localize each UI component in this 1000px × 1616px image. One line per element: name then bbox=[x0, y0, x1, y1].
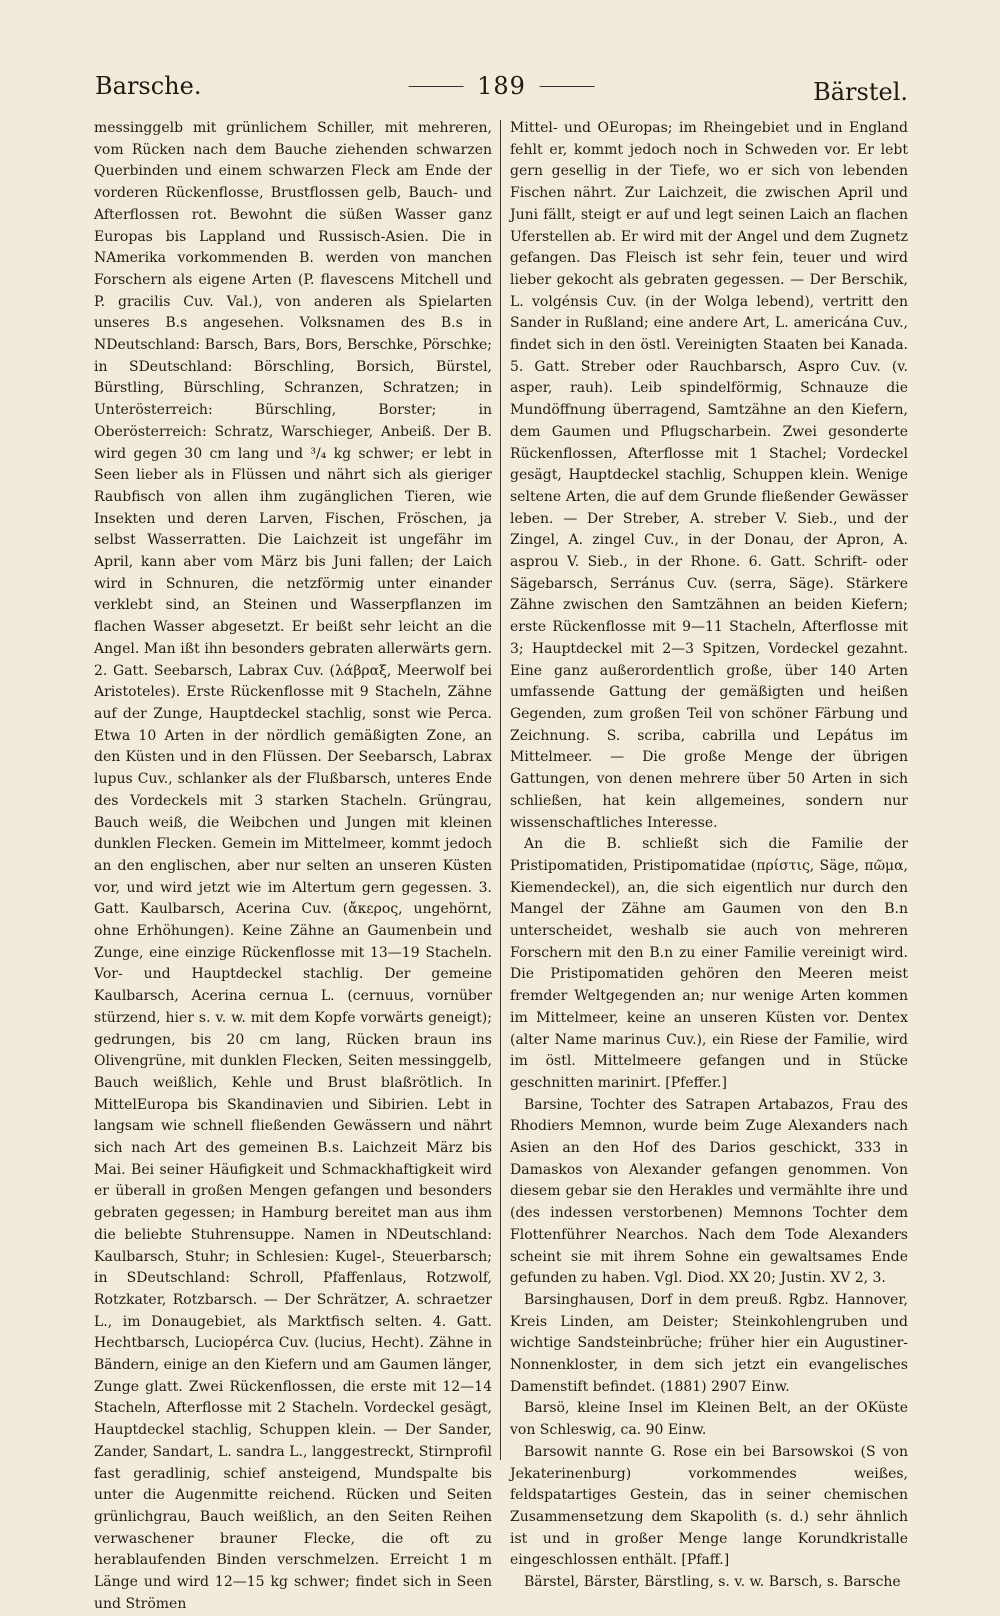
right-column bbox=[510, 118, 908, 1594]
entry-barsine: Barsine, Tochter des Satrapen Artabazos, Frau des Rhodiers Memnon, wurde beim Zuge Alexanders nach Asien an den Hof des Darios geschickt, 333 in Damaskos von Alexander gefangen genommen. Von diesem gebar sie den Herakles und vermählte ihre und (des indessen verstorbenen) Memnons Tochter dem Flottenführer Nearchos. Nach dem Tode Alexanders scheint sie mit ihrem Sohne ein gewaltsames Ende gefunden zu haben. Vgl. Diod. XX 20; Justin. XV 2, 3. bbox=[510, 1096, 908, 1287]
header-left-word: Barsche. bbox=[95, 72, 202, 100]
page-header bbox=[95, 68, 908, 112]
column-divider bbox=[500, 120, 501, 1460]
header-right-word: Bärstel. bbox=[813, 78, 908, 106]
entry-barsowit: Barsowit nannte G. Rose ein bei Barsowskoi (S von Jekaterinenburg) vorkommendes weißes, feldspatartiges Gestein, das in seiner chemischen Zusammensetzung dem Skapolith (s. d.) sehr ähnlich ist und in großer Menge lange Korundkristalle eingeschlossen enthält. [Pfaff.] bbox=[510, 1443, 908, 1569]
paragraph: An die B. schließt sich die Familie der Pristipomatiden, Pristipomatidae (πρίστις, Säge, πῶμα, Kiemendeckel), an, die sich eigentlich nur durch den Mangel der Zähne am Gaumen von den B.n unterscheidet, weshalb sie auch von mehreren Forschern mit den B.n zu einer Familie vereinigt wird. Die Pristipomatiden gehören den Meeren meist fremder Weltgegenden an; nur wenige Arten kommen im Mittelmeer, keine an unseren Küsten vor. Dentex (alter Name marinus Cuv.), ein Riese der Familie, wird im östl. Mittelmeere gefangen und in Stücke geschnitten marinirt. [Pfeffer.] bbox=[510, 836, 908, 1091]
page-number: 189 bbox=[477, 72, 526, 100]
entry-barsoe: Barsö, kleine Insel im Kleinen Belt, an der OKüste von Schleswig, ca. 90 Einw. bbox=[510, 1400, 908, 1439]
left-column bbox=[94, 118, 492, 1616]
entry-barsinghausen: Barsinghausen, Dorf in dem preuß. Rgbz. Hannover, Kreis Linden, am Deister; Steinkohlengruben und wichtige Sandsteinbrüche; früher hier ein Augustiner-Nonnenkloster, in dem sich jetzt ein evangelisches Damenstift befindet. (1881) 2907 Einw. bbox=[510, 1291, 908, 1395]
paragraph: messinggelb mit grünlichem Schiller, mit mehreren, vom Rücken nach dem Bauche ziehenden schwarzen Querbinden und einem schwarzen Fleck am Ende der vorderen Rückenflosse, Brustflossen gelb, Bauch- und Afterflossen rot. Bewohnt die süßen Wasser ganz Europas bis Lappland und Russisch-Asien. Die in NAmerika vorkommenden B. werden von manchen Forschern als eigene Arten (P. flavescens Mitchell und P. gracilis Cuv. Val.), von anderen als Spielarten unseres B.s angesehen. Volksnamen des B.s in NDeutschland: Barsch, Bars, Bors, Berschke, Pörschke; in SDeutschland: Börschling, Borsich, Bürstel, Bürstling, Bürschling, Schranzen, Schratzen; in Unterösterreich: Bürschling, Borster; in Oberösterreich: Schratz, Warschieger, Anbeiß. Der B. wird gegen 30 cm lang und ³/₄ kg schwer; er lebt in Seen lieber als in Flüssen und nährt sich als gieriger Raubfisch von allen ihm zugänglichen Tieren, wie Insekten und deren Larven, Fischen, Fröschen, ja selbst Wasserratten. Die Laichzeit ist ungefähr im April, kann aber vom März bis Juni fallen; der Laich wird in Schnuren, die netzförmig unter einander verklebt sind, an Steinen und Wasserpflanzen im flachen Wasser abgesetzt. Er beißt sehr leicht an die Angel. Man ißt ihn besonders gebraten allerwärts gern. 2. Gatt. Seebarsch, Labrax Cuv. (λάβραξ, Meerwolf bei Aristoteles). Erste Rückenflosse mit 9 Stacheln, Zähne auf der Zunge, Hauptdeckel stachlig, sonst wie Perca. Etwa 10 Arten in der nördlich gemäßigten Zone, an den Küsten und in den Flüssen. Der Seebarsch, Labrax lupus Cuv., schlanker als der Flußbarsch, unteres Ende des Vordeckels mit 3 starken Stacheln. Grüngrau, Bauch weiß, die Weibchen und Jungen mit kleinen dunklen Flecken. Gemein im Mittelmeer, kommt jedoch an den englischen, aber nur selten an unseren Küsten vor, und wird jetzt wie im Altertum gern gegessen. 3. Gatt. Kaulbarsch, Acerina Cuv. (ἄκερος, ungehörnt, ohne Erhöhungen). Keine Zähne an Gaumenbein und Zunge, eine einzige Rückenflosse mit 13—19 Stacheln. Vor- und Hauptdeckel stachlig. Der gemeine Kaulbarsch, Acerina cernua L. (cernuus, vornüber stürzend, hier s. v. w. mit dem Kopfe vorwärts geneigt); gedrungen, bis 20 cm lang, Rücken braun ins Olivengrüne, mit dunklen Flecken, Seiten messinggelb, Bauch weißlich, Kehle und Brust blaßrötlich. In MittelEuropa bis Skandinavien und Sibirien. Lebt in langsam wie schnell fließenden Gewässern und nährt sich nach Art des gemeinen B.s. Laichzeit März bis Mai. Bei seiner Häufigkeit und Schmackhaftigkeit wird er überall in großen Mengen gefangen und besonders gebraten gegessen; in Hamburg bereitet man aus ihm die beliebte Stuhrensuppe. Namen in NDeutschland: Kaulbarsch, Stuhr; in Schlesien: Kugel-, Steuerbarsch; in SDeutschland: Schroll, Pfaffenlaus, Rotzwolf, Rotzkater, Rotzbarsch. — Der Schrätzer, A. schraetzer L., im Donaugebiet, als Marktfisch selten. 4. Gatt. Hechtbarsch, Luciopérca Cuv. (lucius, Hecht). Zähne in Bändern, einige an den Kiefern und am Gaumen länger, Zunge glatt. Zwei Rückenflossen, die erste mit 12—14 Stacheln, Afterflosse mit 2 Stacheln. Vordeckel gesägt, Hauptdeckel stachlig, Schuppen klein. — Der Sander, Zander, Sandart, L. sandra L., langgestreckt, Stirnprofil fast geradlinig, schief ansteigend, Mundspalte bis unter die Augenmitte reichend. Rücken und Seiten grünlichgrau, Bauch weißlich, an den Seiten Reihen verwaschener brauner Flecke, die oft zu herablaufenden Binden verschmelzen. Erreicht 1 m Länge und wird 12—15 kg schwer; findet sich in Seen und Strömen bbox=[94, 120, 492, 1612]
entry-baerstel: Bärstel, Bärster, Bärstling, s. v. w. Barsch, s. Barsche bbox=[524, 1574, 901, 1591]
paragraph: Mittel- und OEuropas; im Rheingebiet und in England fehlt er, kommt jedoch noch in Schweden vor. Er lebt gern gesellig in der Tiefe, wo er sich von lebenden Fischen nährt. Zur Laichzeit, die zwischen April und Juni fällt, steigt er auf und legt seinen Laich an flachen Uferstellen ab. Er wird mit der Angel und dem Zugnetz gefangen. Das Fleisch ist sehr fein, teuer und wird lieber gekocht als gebraten gegessen. — Der Berschik, L. volgénsis Cuv. (in der Wolga lebend), vertritt den Sander in Rußland; eine andere Art, L. americána Cuv., findet sich in den östl. Vereinigten Staaten bei Kanada. 5. Gatt. Streber oder Rauchbarsch, Aspro Cuv. (v. asper, rauh). Leib spindelförmig, Schnauze die Mundöffnung überragend, Samtzähne an den Kiefern, dem Gaumen und Pflugscharbein. Zwei gesonderte Rückenflossen, Afterflosse mit 1 Stachel; Vordeckel gesägt, Hauptdeckel stachlig, Schuppen klein. Wenige seltene Arten, die auf dem Grunde fließender Gewässer leben. — Der Streber, A. streber V. Sieb., und der Zingel, A. zingel Cuv., in der Donau, der Apron, A. asprou V. Sieb., in der Rhone. 6. Gatt. Schrift- oder Sägebarsch, Serránus Cuv. (serra, Säge). Stärkere Zähne zwischen den Samtzähnen an beiden Kiefern; erste Rückenflosse mit 9—11 Stacheln, Afterflosse mit 3; Hauptdeckel mit 2—3 Spitzen, Vordeckel gezahnt. Eine ganz außerordentlich große, über 140 Arten umfassende Gattung der gemäßigten und heißen Gegenden, zum großen Teil von schöner Färbung und Zeichnung. S. scriba, cabrilla und Lepátus im Mittelmeer. — Die große Menge der übrigen Gattungen, von denen mehrere über 50 Arten in sich schließen, hat kein allgemeines, sondern nur wissenschaftliches Interesse. bbox=[510, 120, 908, 831]
